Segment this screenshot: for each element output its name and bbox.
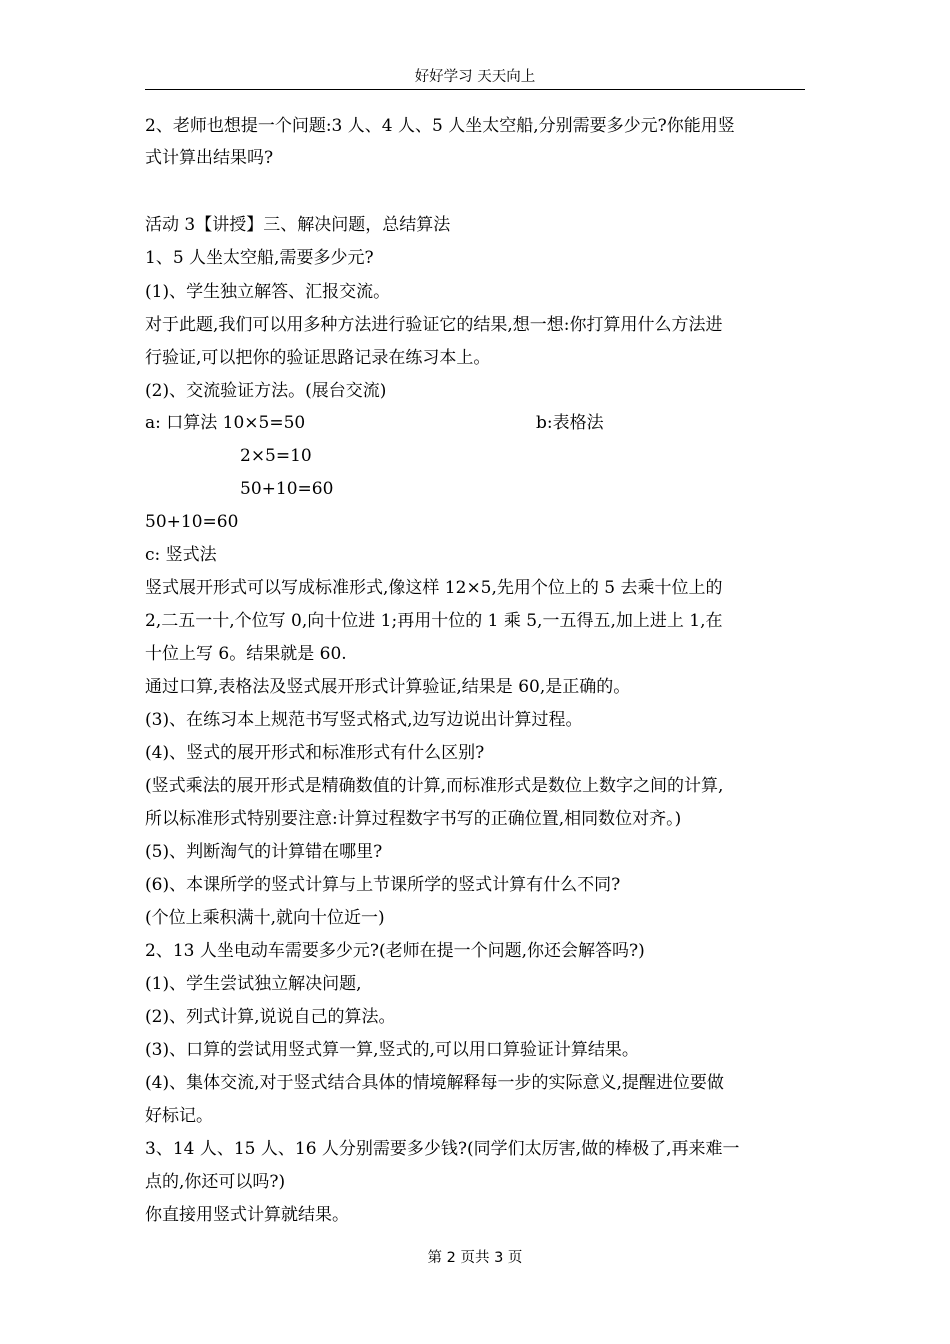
- oral-calc-step: 2×5=10: [240, 446, 312, 466]
- paragraph-line: 3、14 人、15 人、16 人分别需要多少钱?(同学们太厉害,做的棒极了,再来难一: [145, 1139, 740, 1159]
- paragraph-line: (2)、列式计算,说说自己的算法。: [145, 1007, 396, 1027]
- paragraph-line: (3)、口算的尝试用竖式算一算,竖式的,可以用口算验证计算结果。: [145, 1040, 639, 1060]
- paragraph-line: (竖式乘法的展开形式是精确数值的计算,而标准形式是数位上数字之间的计算,: [145, 776, 724, 796]
- paragraph-line: (1)、学生独立解答、汇报交流。: [145, 282, 391, 302]
- paragraph-line: (4)、集体交流,对于竖式结合具体的情境解释每一步的实际意义,提醒进位要做: [145, 1073, 724, 1093]
- method-oral-line: a: 口算法 10×5=50: [145, 413, 306, 433]
- oral-calc-step: 50+10=60: [240, 479, 334, 499]
- paragraph-line: 50+10=60: [145, 512, 239, 532]
- paragraph-line: 1、5 人坐太空船,需要多少元?: [145, 248, 374, 268]
- paragraph-line: (1)、学生尝试独立解决问题,: [145, 974, 362, 994]
- section-heading: 活动 3【讲授】三、解决问题，总结算法: [145, 215, 451, 235]
- paragraph-line: (个位上乘积满十,就向十位近一): [145, 908, 385, 928]
- paragraph-line: 你直接用竖式计算就结果。: [145, 1205, 349, 1225]
- paragraph-line: (4)、竖式的展开形式和标准形式有什么区别?: [145, 743, 485, 763]
- page-header: 好好学习 天天向上: [414, 69, 536, 85]
- paragraph-line: 十位上写 6。结果就是 60.: [145, 644, 347, 664]
- header-divider: [145, 89, 805, 90]
- paragraph-line: 通过口算,表格法及竖式展开形式计算验证,结果是 60,是正确的。: [145, 677, 631, 697]
- paragraph-line: 2、老师也想提一个问题:3 人、4 人、5 人坐太空船,分别需要多少元?你能用竖: [145, 116, 735, 136]
- method-vertical-label: c: 竖式法: [145, 545, 217, 565]
- paragraph-line: 竖式展开形式可以写成标准形式,像这样 12×5,先用个位上的 5 去乘十位上的: [145, 578, 723, 598]
- paragraph-line: 2,二五一十,个位写 0,向十位进 1;再用十位的 1 乘 5,一五得五,加上进上 1,在: [145, 611, 723, 631]
- method-table-label: b:表格法: [536, 413, 604, 433]
- paragraph-line: 点的,你还可以吗?): [145, 1172, 286, 1192]
- paragraph-line: 好标记。: [145, 1106, 213, 1126]
- paragraph-line: 对于此题,我们可以用多种方法进行验证它的结果,想一想:你打算用什么方法进: [145, 315, 723, 335]
- page-footer: 第 2 页共 3 页: [427, 1250, 523, 1266]
- paragraph-line: 所以标准形式特别要注意:计算过程数字书写的正确位置,相同数位对齐。): [145, 809, 682, 829]
- paragraph-line: 2、13 人坐电动车需要多少元?(老师在提一个问题,你还会解答吗?): [145, 941, 645, 961]
- paragraph-line: (6)、本课所学的竖式计算与上节课所学的竖式计算有什么不同?: [145, 875, 621, 895]
- paragraph-line: (2)、交流验证方法。(展台交流): [145, 381, 387, 401]
- paragraph-line: (3)、在练习本上规范书写竖式格式,边写边说出计算过程。: [145, 710, 583, 730]
- paragraph-line: 式计算出结果吗?: [145, 148, 274, 168]
- paragraph-line: 行验证,可以把你的验证思路记录在练习本上。: [145, 348, 491, 368]
- paragraph-line: (5)、判断淘气的计算错在哪里?: [145, 842, 383, 862]
